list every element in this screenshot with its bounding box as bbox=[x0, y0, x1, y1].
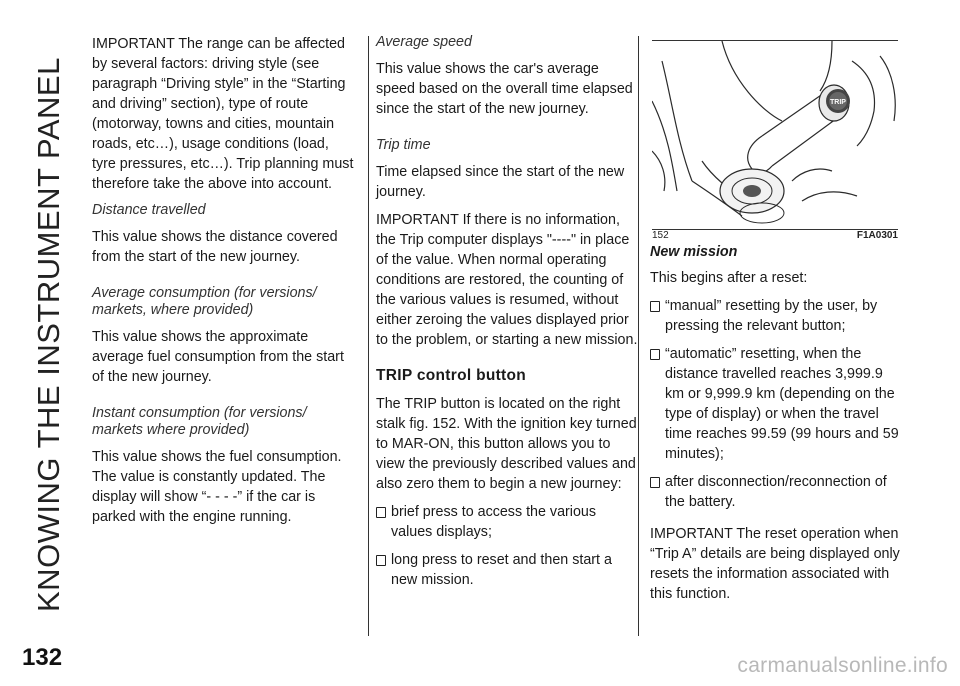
trip-time-heading: Trip time bbox=[376, 137, 431, 153]
column-rule-2 bbox=[638, 36, 639, 636]
no-information-note: IMPORTANT If there is no information, the Trip computer displays "----" in place of the value. When normal operating conditions are restored, the counting of the various values is resumed, without either zeroing the values displayed prior to the problem, or starting a new mission. bbox=[376, 212, 638, 348]
trip-control-button-heading: TRIP control button bbox=[376, 367, 527, 384]
checkbox-bullet-icon bbox=[376, 550, 391, 590]
list-item-text: “automatic” resetting, when the distance travelled reaches 3,999.9 km or 9,999.9 km (depending on the type of display) or when the travel time reaches 99.59 (99 hours and 59 minutes); bbox=[665, 346, 899, 462]
page-number: 132 bbox=[22, 644, 63, 671]
list-item-text: long press to reset and then start a new mission. bbox=[391, 552, 612, 588]
average-consumption-text: This value shows the approximate average fuel consumption from the start of the new journey. bbox=[92, 329, 344, 385]
distance-travelled-heading: Distance travelled bbox=[92, 202, 206, 218]
section-title-vertical: KNOWING THE INSTRUMENT PANEL bbox=[31, 57, 66, 613]
trip-time-text: Time elapsed since the start of the new journey. bbox=[376, 164, 625, 200]
trip-button-label: TRIP bbox=[830, 99, 846, 106]
average-speed-text: This value shows the car's average speed based on the overall time elapsed since the start of the new journey. bbox=[376, 61, 633, 117]
checkbox-bullet-icon bbox=[650, 296, 665, 336]
list-item bbox=[376, 550, 638, 590]
figure-number: 152 bbox=[652, 230, 669, 241]
average-speed-heading: Average speed bbox=[376, 34, 472, 50]
instant-consumption-heading: Instant consumption (for versions/ markets where provided) bbox=[92, 405, 307, 438]
column-rule-1 bbox=[368, 36, 369, 636]
average-consumption-heading: Average consumption (for versions/ markets, where provided) bbox=[92, 285, 317, 318]
checkbox-bullet-icon bbox=[650, 344, 665, 464]
list-item bbox=[650, 472, 900, 512]
trip-stalk-illustration bbox=[652, 41, 898, 229]
column-1 bbox=[92, 34, 354, 535]
column-3 bbox=[650, 234, 900, 612]
checkbox-bullet-icon bbox=[376, 502, 391, 542]
list-item bbox=[650, 296, 900, 336]
reset-important-note: IMPORTANT The reset operation when “Trip A” details are being displayed only resets the information associated with this function. bbox=[650, 526, 900, 602]
new-mission-heading: New mission bbox=[650, 244, 738, 260]
list-item bbox=[650, 344, 900, 464]
trip-stalk-figure bbox=[652, 40, 898, 230]
list-item bbox=[376, 502, 638, 542]
range-important-note: IMPORTANT The range can be affected by several factors: driving style (see paragraph “Driving style” in the “Starting and driving” section), type of route (motorway, towns and cities, mountain roads, etc…), usage conditions (load, tyre pressures, etc…). Trip planning must therefore take the above into account. bbox=[92, 36, 354, 192]
instant-consumption-text: This value shows the fuel consumption. The value is constantly updated. The display will show “- - - -” if the car is parked with the engine running. bbox=[92, 449, 342, 525]
figure-code: F1A0301 bbox=[856, 230, 898, 241]
column-2 bbox=[376, 34, 638, 598]
list-item-text: brief press to access the various values displays; bbox=[391, 504, 597, 540]
checkbox-bullet-icon bbox=[650, 472, 665, 512]
watermark: carmanualsonline.info bbox=[737, 654, 948, 677]
new-mission-intro: This begins after a reset: bbox=[650, 270, 808, 286]
trip-button-text: The TRIP button is located on the right stalk fig. 152. With the ignition key turned to MAR-ON, this button allows you to view the previously described values and also zero them to begin a new journey: bbox=[376, 396, 637, 492]
list-item-text: “manual” resetting by the user, by pressing the relevant button; bbox=[665, 298, 878, 334]
list-item-text: after disconnection/reconnection of the battery. bbox=[665, 474, 887, 510]
distance-travelled-text: This value shows the distance covered from the start of the new journey. bbox=[92, 229, 338, 265]
